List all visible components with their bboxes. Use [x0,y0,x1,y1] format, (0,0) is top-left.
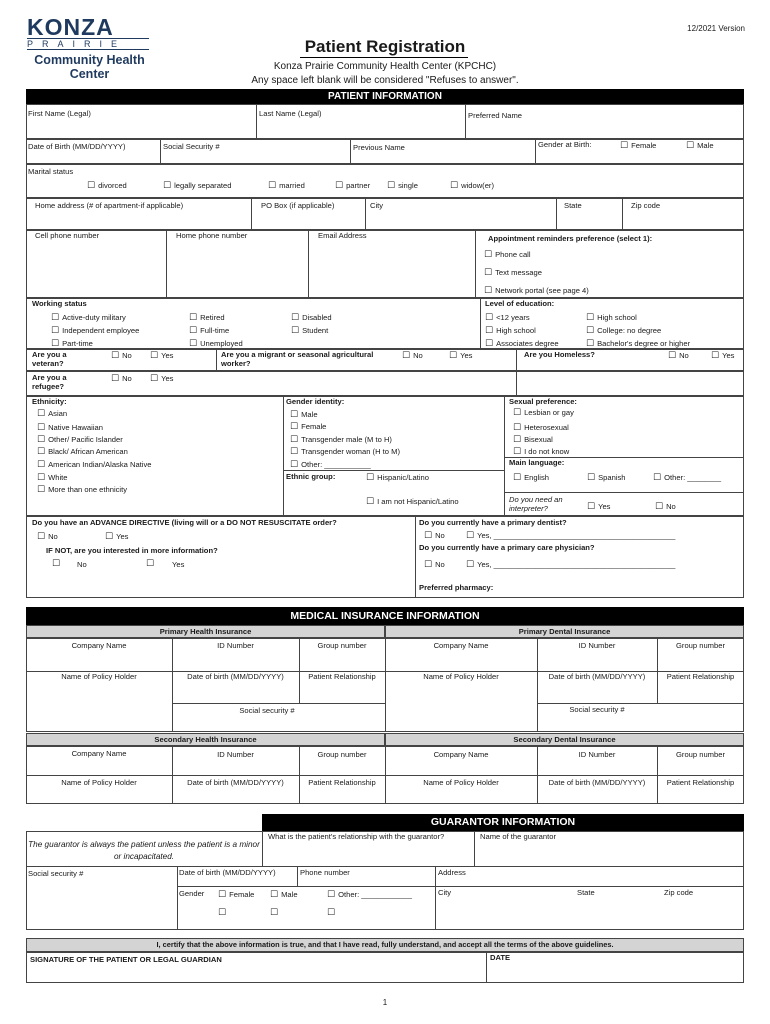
ethnic-group-label: Ethnic group: [286,472,336,481]
sp-lesbian-checkbox[interactable]: ☐ Lesbian or gay [513,408,574,418]
sd-id[interactable]: ID Number [578,750,616,759]
pd-dob[interactable]: Date of birth (MM/DD/YYYY) [548,672,646,681]
title-underline [300,57,468,58]
pd-ssn[interactable]: Social security # [569,705,625,714]
guarantor-male-checkbox[interactable]: ☐ Male [270,890,298,900]
city-field[interactable]: City [370,201,384,210]
signature-field[interactable]: SIGNATURE OF THE PATIENT OR LEGAL GUARDIAN [30,955,222,964]
sh-group[interactable]: Group number [317,750,367,759]
guarantor-zip-field[interactable]: Zip code [664,888,694,897]
guarantor-female-checkbox[interactable]: ☐ Female [218,890,254,900]
pd-holder[interactable]: Name of Policy Holder [423,672,499,681]
veteran-no-checkbox[interactable]: ☐ No [111,351,132,361]
appointment-pref-label: Appointment reminders preference (select 1): [488,234,653,243]
eth-native-checkbox[interactable]: ☐ American Indian/Alaska Native [37,460,152,470]
guarantor-city-field[interactable]: City [438,888,452,897]
homeless-yes-checkbox[interactable]: ☐ Yes [711,351,734,361]
guarantor-address-field[interactable]: Address [438,868,466,877]
patient-info-bar: PATIENT INFORMATION [26,89,744,104]
guarantor-ssn-field[interactable]: Social security # [28,869,84,878]
ph-group[interactable]: Group number [317,641,367,650]
edu-bachelors-checkbox[interactable]: ☐ Bachelor's degree or higher [586,339,690,349]
work-disabled-checkbox[interactable]: ☐ Disabled [291,313,332,323]
gi-other-checkbox[interactable]: ☐ Other: ___________ [290,460,371,470]
edu-associates-checkbox[interactable]: ☐ Associates degree [485,339,559,349]
logo-prairie: PRAIRIE [27,38,149,50]
logo-line2: Community Health [34,53,145,67]
sh-id[interactable]: ID Number [217,750,254,759]
working-status-label: Working status [32,299,87,308]
eth-multi-checkbox[interactable]: ☐ More than one ethnicity [37,485,127,495]
sexual-pref-label: Sexual preference: [509,397,577,406]
marital-divorced-checkbox[interactable]: ☐ divorced [87,181,127,191]
gi-transwoman-checkbox[interactable]: ☐ Transgender woman (H to M) [290,447,400,457]
appt-phone-checkbox[interactable]: ☐ Phone call [484,250,531,260]
sh-relationship[interactable]: Patient Relationship [308,778,376,787]
sd-holder[interactable]: Name of Policy Holder [423,778,499,787]
sp-bisexual-checkbox[interactable]: ☐ Bisexual [513,435,553,445]
homeless-label: Are you Homeless? [524,350,595,359]
appt-text-checkbox[interactable]: ☐ Text message [484,268,542,278]
interpreter-yes-checkbox[interactable]: ☐ Yes [587,502,610,512]
ph-ssn[interactable]: Social security # [239,706,295,715]
pd-company[interactable]: Company Name [433,641,489,650]
main-language-label: Main language: [509,458,565,467]
previous-name-field[interactable]: Previous Name [353,143,405,152]
blank-note: Any space left blank will be considered "Refuses to answer". [251,75,519,86]
sh-holder[interactable]: Name of Policy Holder [61,778,137,787]
marital-partner-checkbox[interactable]: ☐ partner [335,181,370,191]
physician-no-checkbox[interactable]: ☐ No [424,560,445,570]
ph-company[interactable]: Company Name [71,641,127,650]
lang-english-checkbox[interactable]: ☐ English [513,473,549,483]
info-yes-label: Yes [172,560,185,569]
education-label: Level of education: [485,299,555,308]
gender-birth-male-checkbox[interactable]: ☐ Male [686,141,714,151]
interpreter-no-checkbox[interactable]: ☐ No [655,502,676,512]
edu-highschool-checkbox[interactable]: ☐ High school [485,326,536,336]
sd-dob[interactable]: Date of birth (MM/DD/YYYY) [548,778,646,787]
advance-directive-label: Do you have an ADVANCE DIRECTIVE (living will or a DO NOT RESUSCITATE order? [32,518,337,527]
po-box-field[interactable]: PO Box (if applicable) [261,201,335,210]
gender-birth-female-checkbox[interactable]: ☐ Female [620,141,656,151]
work-retired-checkbox[interactable]: ☐ Retired [189,313,225,323]
marital-widow-checkbox[interactable]: ☐ widow(er) [450,181,494,191]
sp-hetero-checkbox[interactable]: ☐ Heterosexual [513,423,569,433]
gi-male-checkbox[interactable]: ☐ Male [290,410,318,420]
guarantor-relationship-field[interactable]: What is the patient's relationship with the guarantor? [268,832,445,841]
cell-phone-field[interactable]: Cell phone number [35,231,100,240]
guarantor-gender-label: Gender [179,889,205,898]
ph-id[interactable]: ID Number [217,641,254,650]
dob-field[interactable]: Date of Birth (MM/DD/YYYY) [28,142,126,151]
lang-other-checkbox[interactable]: ☐ Other: ________ [653,473,721,483]
last-name-field[interactable]: Last Name (Legal) [259,109,322,118]
veteran-label: Are you a veteran? [32,350,67,368]
certify-statement: I, certify that the above information is true, and that I have read, fully understand, and accept all the terms of the above guidelines. [26,938,744,952]
dentist-yes-field[interactable]: ☐ Yes, ___________________________________________ [466,531,675,541]
migrant-yes-checkbox[interactable]: ☐ Yes [449,351,472,361]
dentist-no-checkbox[interactable]: ☐ No [424,531,445,541]
interpreter-label: Do you need an interpreter? [509,495,563,513]
edu-highschool2-checkbox[interactable]: ☐ High school [586,313,637,323]
ad-no-checkbox[interactable]: ☐ No [37,532,58,542]
info-no-label: No [77,560,87,569]
eth-white-checkbox[interactable]: ☐ White [37,473,68,483]
guarantor-dob-field[interactable]: Date of birth (MM/DD/YYYY) [179,868,276,877]
work-military-checkbox[interactable]: ☐ Active-duty military [51,313,126,323]
guarantor-extra-checkbox-1[interactable]: ☐ [218,908,227,918]
guarantor-name-field[interactable]: Name of the guarantor [480,832,556,841]
appt-portal-checkbox[interactable]: ☐ Network portal (see page 4) [484,286,589,296]
eth-hawaiian-checkbox[interactable]: ☐ Native Hawaiian [37,423,103,433]
version-label: 12/2021 Version [687,24,745,33]
physician-label: Do you currently have a primary care physician? [419,543,595,552]
refugee-label: Are you a refugee? [32,373,67,391]
preferred-name-field[interactable]: Preferred Name [468,111,523,120]
eth-asian-checkbox[interactable]: ☐ Asian [37,409,67,419]
page-title: Patient Registration [304,37,466,56]
info-no-checkbox[interactable]: ☐ [52,559,61,569]
veteran-yes-checkbox[interactable]: ☐ Yes [150,351,173,361]
pd-group[interactable]: Group number [676,641,725,650]
ethnicity-label: Ethnicity: [32,397,67,406]
marital-single-checkbox[interactable]: ☐ single [387,181,418,191]
marital-status-label: Marital status [28,167,74,176]
email-field[interactable]: Email Address [318,231,367,240]
hispanic-checkbox[interactable]: ☐ Hispanic/Latino [366,473,429,483]
secondary-dental-header: Secondary Dental Insurance [385,733,744,746]
gender-identity-label: Gender identity: [286,397,345,406]
sd-company[interactable]: Company Name [433,750,489,759]
logo-konza: KONZA [27,14,114,40]
date-field[interactable]: DATE [490,953,511,962]
secondary-health-header: Secondary Health Insurance [26,733,385,746]
page-number: 1 [382,998,388,1007]
home-address-field[interactable]: Home address (# of apartment-if applicable) [35,201,184,210]
pharmacy-field[interactable]: Preferred pharmacy: [419,583,494,592]
primary-health-header: Primary Health Insurance [26,625,385,638]
refugee-no-checkbox[interactable]: ☐ No [111,374,132,384]
sh-dob[interactable]: Date of birth (MM/DD/YYYY) [187,778,284,787]
gi-female-checkbox[interactable]: ☐ Female [290,422,326,432]
eth-pacific-checkbox[interactable]: ☐ Other/ Pacific Islander [37,435,123,445]
refugee-yes-checkbox[interactable]: ☐ Yes [150,374,173,384]
not-hispanic-checkbox[interactable]: ☐ I am not Hispanic/Latino [366,497,459,507]
guarantor-extra-checkbox-2[interactable]: ☐ [270,908,279,918]
work-independent-checkbox[interactable]: ☐ Independent employee [51,326,139,336]
work-parttime-checkbox[interactable]: ☐ Part-time [51,339,93,349]
homeless-no-checkbox[interactable]: ☐ No [668,351,689,361]
eth-black-checkbox[interactable]: ☐ Black/ African American [37,447,128,457]
dentist-label: Do you currently have a primary dentist? [419,518,567,527]
ph-dob[interactable]: Date of birth (MM/DD/YYYY) [187,672,284,681]
ph-holder[interactable]: Name of Policy Holder [61,672,137,681]
first-name-field[interactable]: First Name (Legal) [28,109,91,118]
logo-line3: Center [69,67,110,81]
migrant-no-checkbox[interactable]: ☐ No [402,351,423,361]
ssn-field[interactable]: Social Security # [163,142,220,151]
pd-relationship[interactable]: Patient Relationship [666,672,735,681]
gender-birth-label: Gender at Birth: [538,140,592,149]
sd-group[interactable]: Group number [676,750,725,759]
guarantor-phone-field[interactable]: Phone number [300,868,350,877]
sd-relationship[interactable]: Patient Relationship [666,778,735,787]
work-student-checkbox[interactable]: ☐ Student [291,326,328,336]
primary-dental-header: Primary Dental Insurance [385,625,744,638]
if-not-label: IF NOT, are you interested in more information? [46,546,218,555]
edu-college-checkbox[interactable]: ☐ College: no degree [586,326,661,336]
zip-field[interactable]: Zip code [631,201,661,210]
info-yes-checkbox[interactable]: ☐ [146,559,155,569]
marital-separated-checkbox[interactable]: ☐ legally separated [163,181,232,191]
work-unemployed-checkbox[interactable]: ☐ Unemployed [189,339,243,349]
guarantor-state-field[interactable]: State [577,888,595,897]
guarantor-bar: GUARANTOR INFORMATION [262,814,744,831]
pd-id[interactable]: ID Number [578,641,616,650]
physician-yes-field[interactable]: ☐ Yes, ___________________________________________ [466,560,675,570]
lang-spanish-checkbox[interactable]: ☐ Spanish [587,473,626,483]
ad-yes-checkbox[interactable]: ☐ Yes [105,532,128,542]
home-phone-field[interactable]: Home phone number [176,231,248,240]
sh-company[interactable]: Company Name [71,749,127,758]
work-fulltime-checkbox[interactable]: ☐ Full-time [189,326,229,336]
subtitle: Konza Prairie Community Health Center (KPCHC) [273,61,497,72]
gi-transmale-checkbox[interactable]: ☐ Transgender male (M to H) [290,435,392,445]
marital-married-checkbox[interactable]: ☐ married [268,181,305,191]
migrant-label: Are you a migrant or seasonal agricultural worker? [221,350,374,368]
sp-unknown-checkbox[interactable]: ☐ I do not know [513,447,569,457]
ph-relationship[interactable]: Patient Relationship [308,672,376,681]
guarantor-other-checkbox[interactable]: ☐ Other: ____________ [327,890,412,900]
insurance-bar: MEDICAL INSURANCE INFORMATION [26,607,744,625]
guarantor-note: The guarantor is always the patient unless the patient is a minor or incapacitated. [28,840,260,861]
state-field[interactable]: State [564,201,582,210]
edu-lt12-checkbox[interactable]: ☐ <12 years [485,313,530,323]
guarantor-extra-checkbox-3[interactable]: ☐ [327,908,336,918]
